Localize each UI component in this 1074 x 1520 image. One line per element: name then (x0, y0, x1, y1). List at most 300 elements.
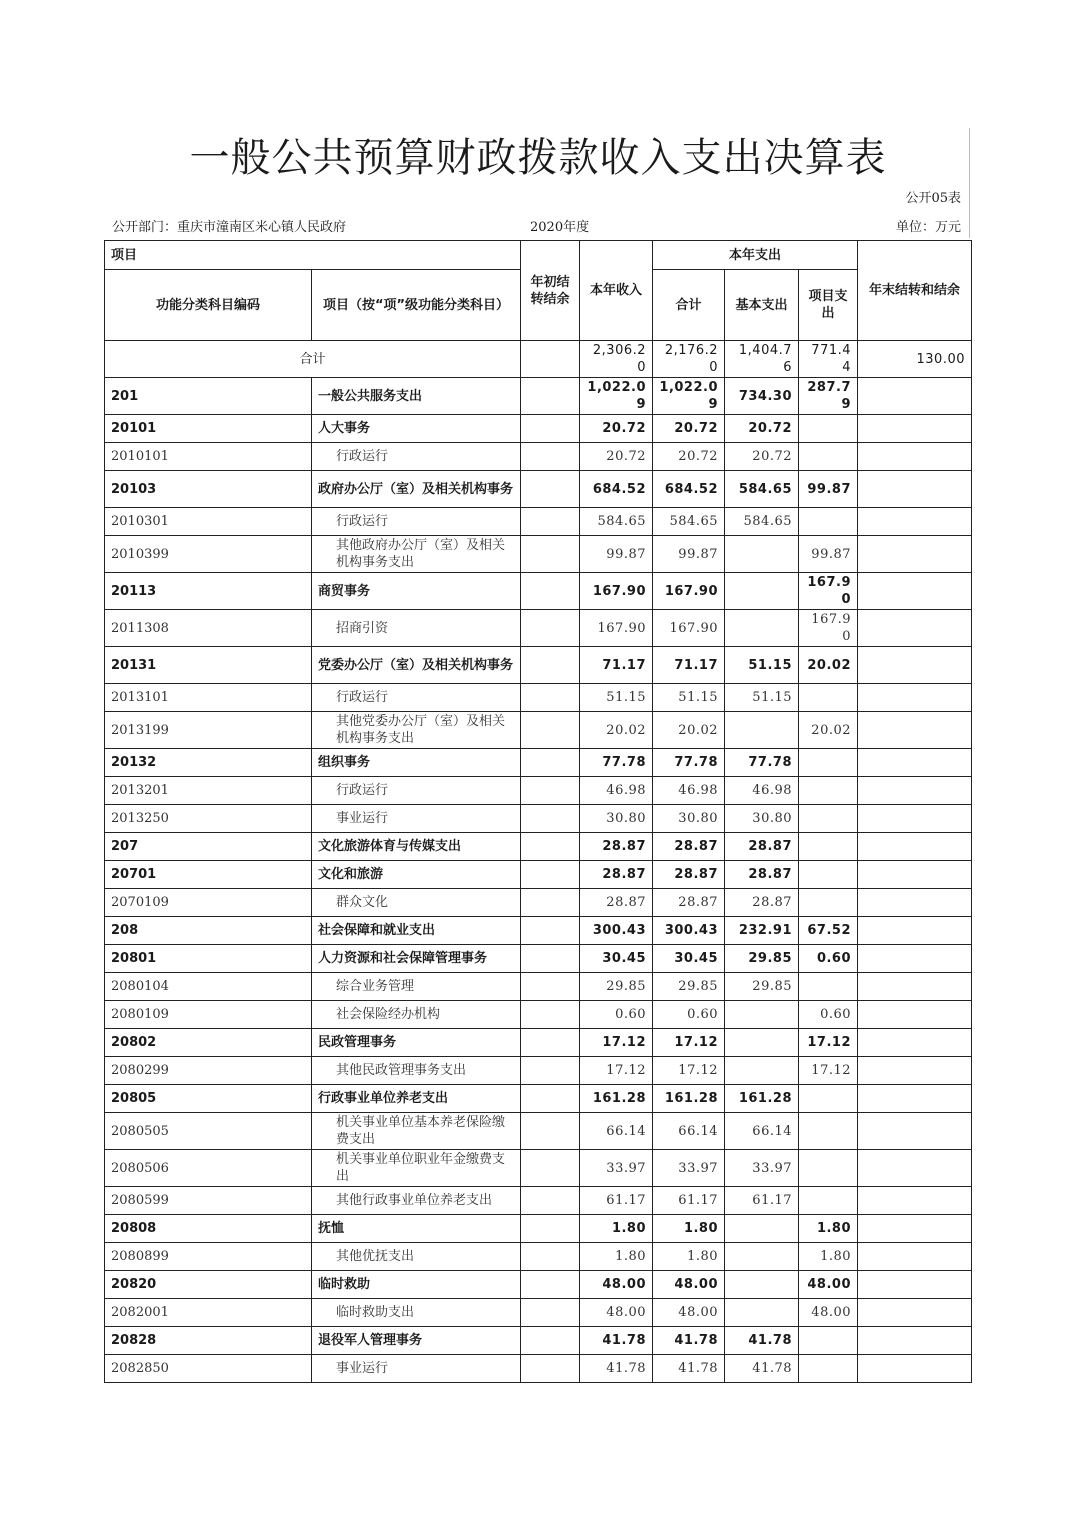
table-row (105, 712, 972, 749)
cell-project (799, 861, 858, 889)
cell-total: 28.87 (653, 833, 725, 861)
cell-end (858, 508, 972, 536)
cell-total: 51.15 (653, 684, 725, 712)
total-project: 771.44 (799, 341, 858, 378)
cell-basic: 28.87 (725, 833, 799, 861)
cell-basic (725, 712, 799, 749)
table-row (105, 573, 972, 610)
table-row (105, 647, 972, 684)
cell-project: 1.80 (799, 1243, 858, 1271)
cell-basic: 30.80 (725, 805, 799, 833)
cell-income: 167.90 (580, 610, 653, 647)
cell-code: 2082001 (105, 1299, 312, 1327)
cell-end (858, 415, 972, 443)
cell-code: 207 (105, 833, 312, 861)
cell-begin (521, 536, 580, 573)
header-item: 项目 (105, 241, 521, 270)
cell-name: 政府办公厅（室）及相关机构事务 (312, 471, 521, 508)
cell-begin (521, 861, 580, 889)
cell-begin (521, 1355, 580, 1383)
table-body (105, 341, 972, 1383)
cell-begin (521, 610, 580, 647)
cell-total: 41.78 (653, 1327, 725, 1355)
cell-total: 48.00 (653, 1299, 725, 1327)
cell-income: 17.12 (580, 1029, 653, 1057)
cell-total: 66.14 (653, 1113, 725, 1150)
table-row (105, 917, 972, 945)
total-expense: 2,176.20 (653, 341, 725, 378)
table-row (105, 508, 972, 536)
cell-code: 20113 (105, 573, 312, 610)
cell-income: 29.85 (580, 973, 653, 1001)
cell-name: 组织事务 (312, 749, 521, 777)
cell-income: 30.45 (580, 945, 653, 973)
cell-project (799, 777, 858, 805)
cell-total: 48.00 (653, 1271, 725, 1299)
cell-code: 20801 (105, 945, 312, 973)
cell-income: 48.00 (580, 1271, 653, 1299)
cell-name: 人大事务 (312, 415, 521, 443)
cell-begin (521, 1243, 580, 1271)
cell-code: 20820 (105, 1271, 312, 1299)
cell-code: 2070109 (105, 889, 312, 917)
cell-project: 99.87 (799, 536, 858, 573)
cell-begin (521, 833, 580, 861)
cell-name: 社会保险经办机构 (312, 1001, 521, 1029)
cell-income: 167.90 (580, 573, 653, 610)
cell-begin (521, 712, 580, 749)
cell-begin (521, 805, 580, 833)
cell-begin (521, 777, 580, 805)
cell-total: 20.72 (653, 443, 725, 471)
cell-name: 人力资源和社会保障管理事务 (312, 945, 521, 973)
table-row (105, 378, 972, 415)
cell-code: 20808 (105, 1215, 312, 1243)
cell-income: 161.28 (580, 1085, 653, 1113)
cell-basic (725, 1215, 799, 1243)
cell-name: 一般公共服务支出 (312, 378, 521, 415)
table-row (105, 1113, 972, 1150)
cell-basic: 33.97 (725, 1150, 799, 1187)
header-basic: 基本支出 (725, 270, 799, 341)
cell-project (799, 1187, 858, 1215)
cell-total: 0.60 (653, 1001, 725, 1029)
table-row (105, 471, 972, 508)
cell-total: 20.72 (653, 415, 725, 443)
cell-name: 行政运行 (312, 777, 521, 805)
cell-begin (521, 1001, 580, 1029)
cell-basic: 161.28 (725, 1085, 799, 1113)
department-label: 公开部门：重庆市潼南区米心镇人民政府 (112, 220, 347, 235)
cell-income: 46.98 (580, 777, 653, 805)
cell-code: 2082850 (105, 1355, 312, 1383)
cell-income: 300.43 (580, 917, 653, 945)
cell-project (799, 1150, 858, 1187)
cell-code: 2013101 (105, 684, 312, 712)
fiscal-year-label: 2020年度 (530, 220, 590, 235)
cell-project (799, 1085, 858, 1113)
cell-code: 2013199 (105, 712, 312, 749)
cell-name: 事业运行 (312, 1355, 521, 1383)
cell-code: 2010101 (105, 443, 312, 471)
cell-end (858, 861, 972, 889)
cell-basic (725, 1271, 799, 1299)
cell-name: 其他行政事业单位养老支出 (312, 1187, 521, 1215)
cell-name: 民政管理事务 (312, 1029, 521, 1057)
cell-basic: 584.65 (725, 471, 799, 508)
cell-income: 71.17 (580, 647, 653, 684)
cell-income: 0.60 (580, 1001, 653, 1029)
cell-end (858, 684, 972, 712)
cell-income: 1.80 (580, 1243, 653, 1271)
meta-row (112, 218, 961, 238)
cell-code: 20805 (105, 1085, 312, 1113)
cell-total: 17.12 (653, 1057, 725, 1085)
cell-end (858, 647, 972, 684)
table-row (105, 1001, 972, 1029)
cell-basic: 41.78 (725, 1355, 799, 1383)
cell-end (858, 917, 972, 945)
cell-begin (521, 917, 580, 945)
table-row (105, 1057, 972, 1085)
cell-end (858, 1327, 972, 1355)
table-row (105, 536, 972, 573)
cell-end (858, 573, 972, 610)
budget-table (104, 240, 972, 1383)
cell-name: 行政运行 (312, 508, 521, 536)
total-label: 合计 (105, 341, 521, 378)
cell-basic (725, 1057, 799, 1085)
cell-begin (521, 889, 580, 917)
cell-project (799, 1327, 858, 1355)
cell-name: 临时救助 (312, 1271, 521, 1299)
cell-basic: 28.87 (725, 889, 799, 917)
cell-basic (725, 1001, 799, 1029)
total-begin (521, 341, 580, 378)
cell-name: 其他党委办公厅（室）及相关机构事务支出 (312, 712, 521, 749)
cell-total: 41.78 (653, 1355, 725, 1383)
table-row (105, 1150, 972, 1187)
total-row (105, 341, 972, 378)
cell-begin (521, 443, 580, 471)
table-row (105, 1327, 972, 1355)
cell-income: 61.17 (580, 1187, 653, 1215)
cell-code: 2010399 (105, 536, 312, 573)
total-end: 130.00 (858, 341, 972, 378)
cell-begin (521, 1327, 580, 1355)
cell-end (858, 833, 972, 861)
header-total: 合计 (653, 270, 725, 341)
cell-project: 17.12 (799, 1029, 858, 1057)
cell-name: 综合业务管理 (312, 973, 521, 1001)
cell-code: 2080109 (105, 1001, 312, 1029)
cell-code: 20132 (105, 749, 312, 777)
cell-basic: 46.98 (725, 777, 799, 805)
cell-income: 17.12 (580, 1057, 653, 1085)
cell-end (858, 1057, 972, 1085)
cell-income: 33.97 (580, 1150, 653, 1187)
cell-project (799, 443, 858, 471)
table-row (105, 777, 972, 805)
cell-code: 2080104 (105, 973, 312, 1001)
cell-total: 30.45 (653, 945, 725, 973)
table-row (105, 945, 972, 973)
cell-project: 20.02 (799, 712, 858, 749)
cell-name: 机关事业单位职业年金缴费支出 (312, 1150, 521, 1187)
cell-total: 30.80 (653, 805, 725, 833)
cell-basic: 66.14 (725, 1113, 799, 1150)
cell-name: 文化和旅游 (312, 861, 521, 889)
cell-basic: 51.15 (725, 684, 799, 712)
cell-code: 20701 (105, 861, 312, 889)
table-row (105, 973, 972, 1001)
cell-total: 1,022.09 (653, 378, 725, 415)
cell-project: 48.00 (799, 1299, 858, 1327)
cell-end (858, 443, 972, 471)
cell-end (858, 1355, 972, 1383)
cell-end (858, 1001, 972, 1029)
table-row (105, 861, 972, 889)
cell-begin (521, 973, 580, 1001)
cell-begin (521, 1057, 580, 1085)
cell-total: 684.52 (653, 471, 725, 508)
table-row (105, 610, 972, 647)
cell-project (799, 1113, 858, 1150)
cell-income: 41.78 (580, 1327, 653, 1355)
cell-basic: 29.85 (725, 973, 799, 1001)
cell-project (799, 749, 858, 777)
cell-income: 28.87 (580, 889, 653, 917)
cell-end (858, 1215, 972, 1243)
cell-end (858, 805, 972, 833)
cell-name: 党委办公厅（室）及相关机构事务 (312, 647, 521, 684)
cell-total: 99.87 (653, 536, 725, 573)
cell-end (858, 712, 972, 749)
cell-basic (725, 1299, 799, 1327)
cell-begin (521, 1215, 580, 1243)
cell-end (858, 610, 972, 647)
table-row (105, 1085, 972, 1113)
cell-income: 48.00 (580, 1299, 653, 1327)
table-row (105, 1187, 972, 1215)
cell-income: 41.78 (580, 1355, 653, 1383)
page-title: 一般公共预算财政拨款收入支出决算表 (189, 135, 887, 181)
cell-income: 30.80 (580, 805, 653, 833)
cell-end (858, 471, 972, 508)
cell-basic: 29.85 (725, 945, 799, 973)
cell-total: 33.97 (653, 1150, 725, 1187)
cell-basic: 584.65 (725, 508, 799, 536)
table-row (105, 749, 972, 777)
cell-basic: 51.15 (725, 647, 799, 684)
cell-total: 29.85 (653, 973, 725, 1001)
cell-code: 20828 (105, 1327, 312, 1355)
table-row (105, 415, 972, 443)
cell-total: 584.65 (653, 508, 725, 536)
cell-project: 99.87 (799, 471, 858, 508)
table-row (105, 805, 972, 833)
cell-project (799, 833, 858, 861)
cell-end (858, 945, 972, 973)
cell-code: 20101 (105, 415, 312, 443)
cell-income: 99.87 (580, 536, 653, 573)
cell-total: 46.98 (653, 777, 725, 805)
cell-basic: 232.91 (725, 917, 799, 945)
cell-project: 48.00 (799, 1271, 858, 1299)
cell-income: 1,022.09 (580, 378, 653, 415)
cell-project (799, 973, 858, 1001)
cell-project (799, 415, 858, 443)
cell-basic (725, 1243, 799, 1271)
cell-basic (725, 1029, 799, 1057)
cell-name: 抚恤 (312, 1215, 521, 1243)
cell-name: 其他民政管理事务支出 (312, 1057, 521, 1085)
cell-end (858, 777, 972, 805)
cell-total: 167.90 (653, 610, 725, 647)
cell-name: 其他政府办公厅（室）及相关机构事务支出 (312, 536, 521, 573)
cell-project: 20.02 (799, 647, 858, 684)
table-row (105, 1243, 972, 1271)
cell-income: 77.78 (580, 749, 653, 777)
cell-begin (521, 1187, 580, 1215)
cell-code: 20103 (105, 471, 312, 508)
cell-begin (521, 1150, 580, 1187)
table-row (105, 1029, 972, 1057)
cell-end (858, 889, 972, 917)
cell-basic (725, 536, 799, 573)
table-row (105, 889, 972, 917)
form-number: 公开05表 (905, 191, 961, 206)
cell-basic: 28.87 (725, 861, 799, 889)
cell-begin (521, 415, 580, 443)
cell-income: 28.87 (580, 833, 653, 861)
table-row (105, 1215, 972, 1243)
cell-end (858, 1299, 972, 1327)
cell-begin (521, 684, 580, 712)
cell-code: 2013201 (105, 777, 312, 805)
cell-code: 208 (105, 917, 312, 945)
table-header (105, 241, 972, 341)
cell-begin (521, 1029, 580, 1057)
cell-end (858, 749, 972, 777)
cell-begin (521, 1271, 580, 1299)
cell-name: 群众文化 (312, 889, 521, 917)
cell-project (799, 805, 858, 833)
header-project: 项目支出 (799, 270, 858, 341)
cell-total: 300.43 (653, 917, 725, 945)
cell-basic: 77.78 (725, 749, 799, 777)
cell-total: 1.80 (653, 1215, 725, 1243)
table-row (105, 1271, 972, 1299)
cell-end (858, 973, 972, 1001)
table-row (105, 443, 972, 471)
table-row (105, 684, 972, 712)
cell-name: 事业运行 (312, 805, 521, 833)
cell-begin (521, 1299, 580, 1327)
cell-end (858, 1085, 972, 1113)
cell-code: 2080299 (105, 1057, 312, 1085)
cell-income: 20.02 (580, 712, 653, 749)
cell-begin (521, 1085, 580, 1113)
table-row (105, 833, 972, 861)
cell-income: 20.72 (580, 415, 653, 443)
cell-code: 201 (105, 378, 312, 415)
cell-end (858, 536, 972, 573)
cell-basic: 734.30 (725, 378, 799, 415)
cell-total: 161.28 (653, 1085, 725, 1113)
cell-project: 1.80 (799, 1215, 858, 1243)
cell-code: 2080599 (105, 1187, 312, 1215)
cell-begin (521, 508, 580, 536)
cell-basic: 20.72 (725, 443, 799, 471)
cell-project: 287.79 (799, 378, 858, 415)
cell-income: 684.52 (580, 471, 653, 508)
cell-end (858, 1243, 972, 1271)
cell-begin (521, 1113, 580, 1150)
unit-label: 单位：万元 (895, 220, 961, 235)
table-row (105, 1299, 972, 1327)
header-income: 本年收入 (580, 241, 653, 341)
cell-end (858, 1150, 972, 1187)
cell-end (858, 1187, 972, 1215)
cell-project: 0.60 (799, 945, 858, 973)
cell-end (858, 378, 972, 415)
cell-end (858, 1113, 972, 1150)
cell-code: 20131 (105, 647, 312, 684)
cell-total: 28.87 (653, 889, 725, 917)
cell-name: 招商引资 (312, 610, 521, 647)
cell-total: 167.90 (653, 573, 725, 610)
cell-project: 17.12 (799, 1057, 858, 1085)
cell-code: 2080505 (105, 1113, 312, 1150)
cell-project (799, 508, 858, 536)
cell-begin (521, 749, 580, 777)
cell-name: 行政运行 (312, 684, 521, 712)
cell-total: 17.12 (653, 1029, 725, 1057)
cell-code: 20802 (105, 1029, 312, 1057)
cell-end (858, 1029, 972, 1057)
cell-project (799, 684, 858, 712)
cell-income: 28.87 (580, 861, 653, 889)
cell-total: 20.02 (653, 712, 725, 749)
cell-income: 584.65 (580, 508, 653, 536)
header-expense-group: 本年支出 (653, 241, 858, 270)
cell-name: 商贸事务 (312, 573, 521, 610)
cell-project: 167.90 (799, 610, 858, 647)
cell-basic (725, 610, 799, 647)
cell-name: 社会保障和就业支出 (312, 917, 521, 945)
cell-project (799, 1355, 858, 1383)
cell-total: 1.80 (653, 1243, 725, 1271)
cell-income: 66.14 (580, 1113, 653, 1150)
header-code: 功能分类科目编码 (105, 270, 312, 341)
cell-project: 67.52 (799, 917, 858, 945)
cell-code: 2010301 (105, 508, 312, 536)
cell-project: 0.60 (799, 1001, 858, 1029)
cell-basic: 20.72 (725, 415, 799, 443)
cell-code: 2013250 (105, 805, 312, 833)
cell-name: 临时救助支出 (312, 1299, 521, 1327)
cell-basic: 61.17 (725, 1187, 799, 1215)
cell-income: 51.15 (580, 684, 653, 712)
total-basic: 1,404.76 (725, 341, 799, 378)
total-income: 2,306.20 (580, 341, 653, 378)
cell-income: 1.80 (580, 1215, 653, 1243)
cell-name: 退役军人管理事务 (312, 1327, 521, 1355)
cell-code: 2080899 (105, 1243, 312, 1271)
cell-total: 61.17 (653, 1187, 725, 1215)
cell-name: 机关事业单位基本养老保险缴费支出 (312, 1113, 521, 1150)
